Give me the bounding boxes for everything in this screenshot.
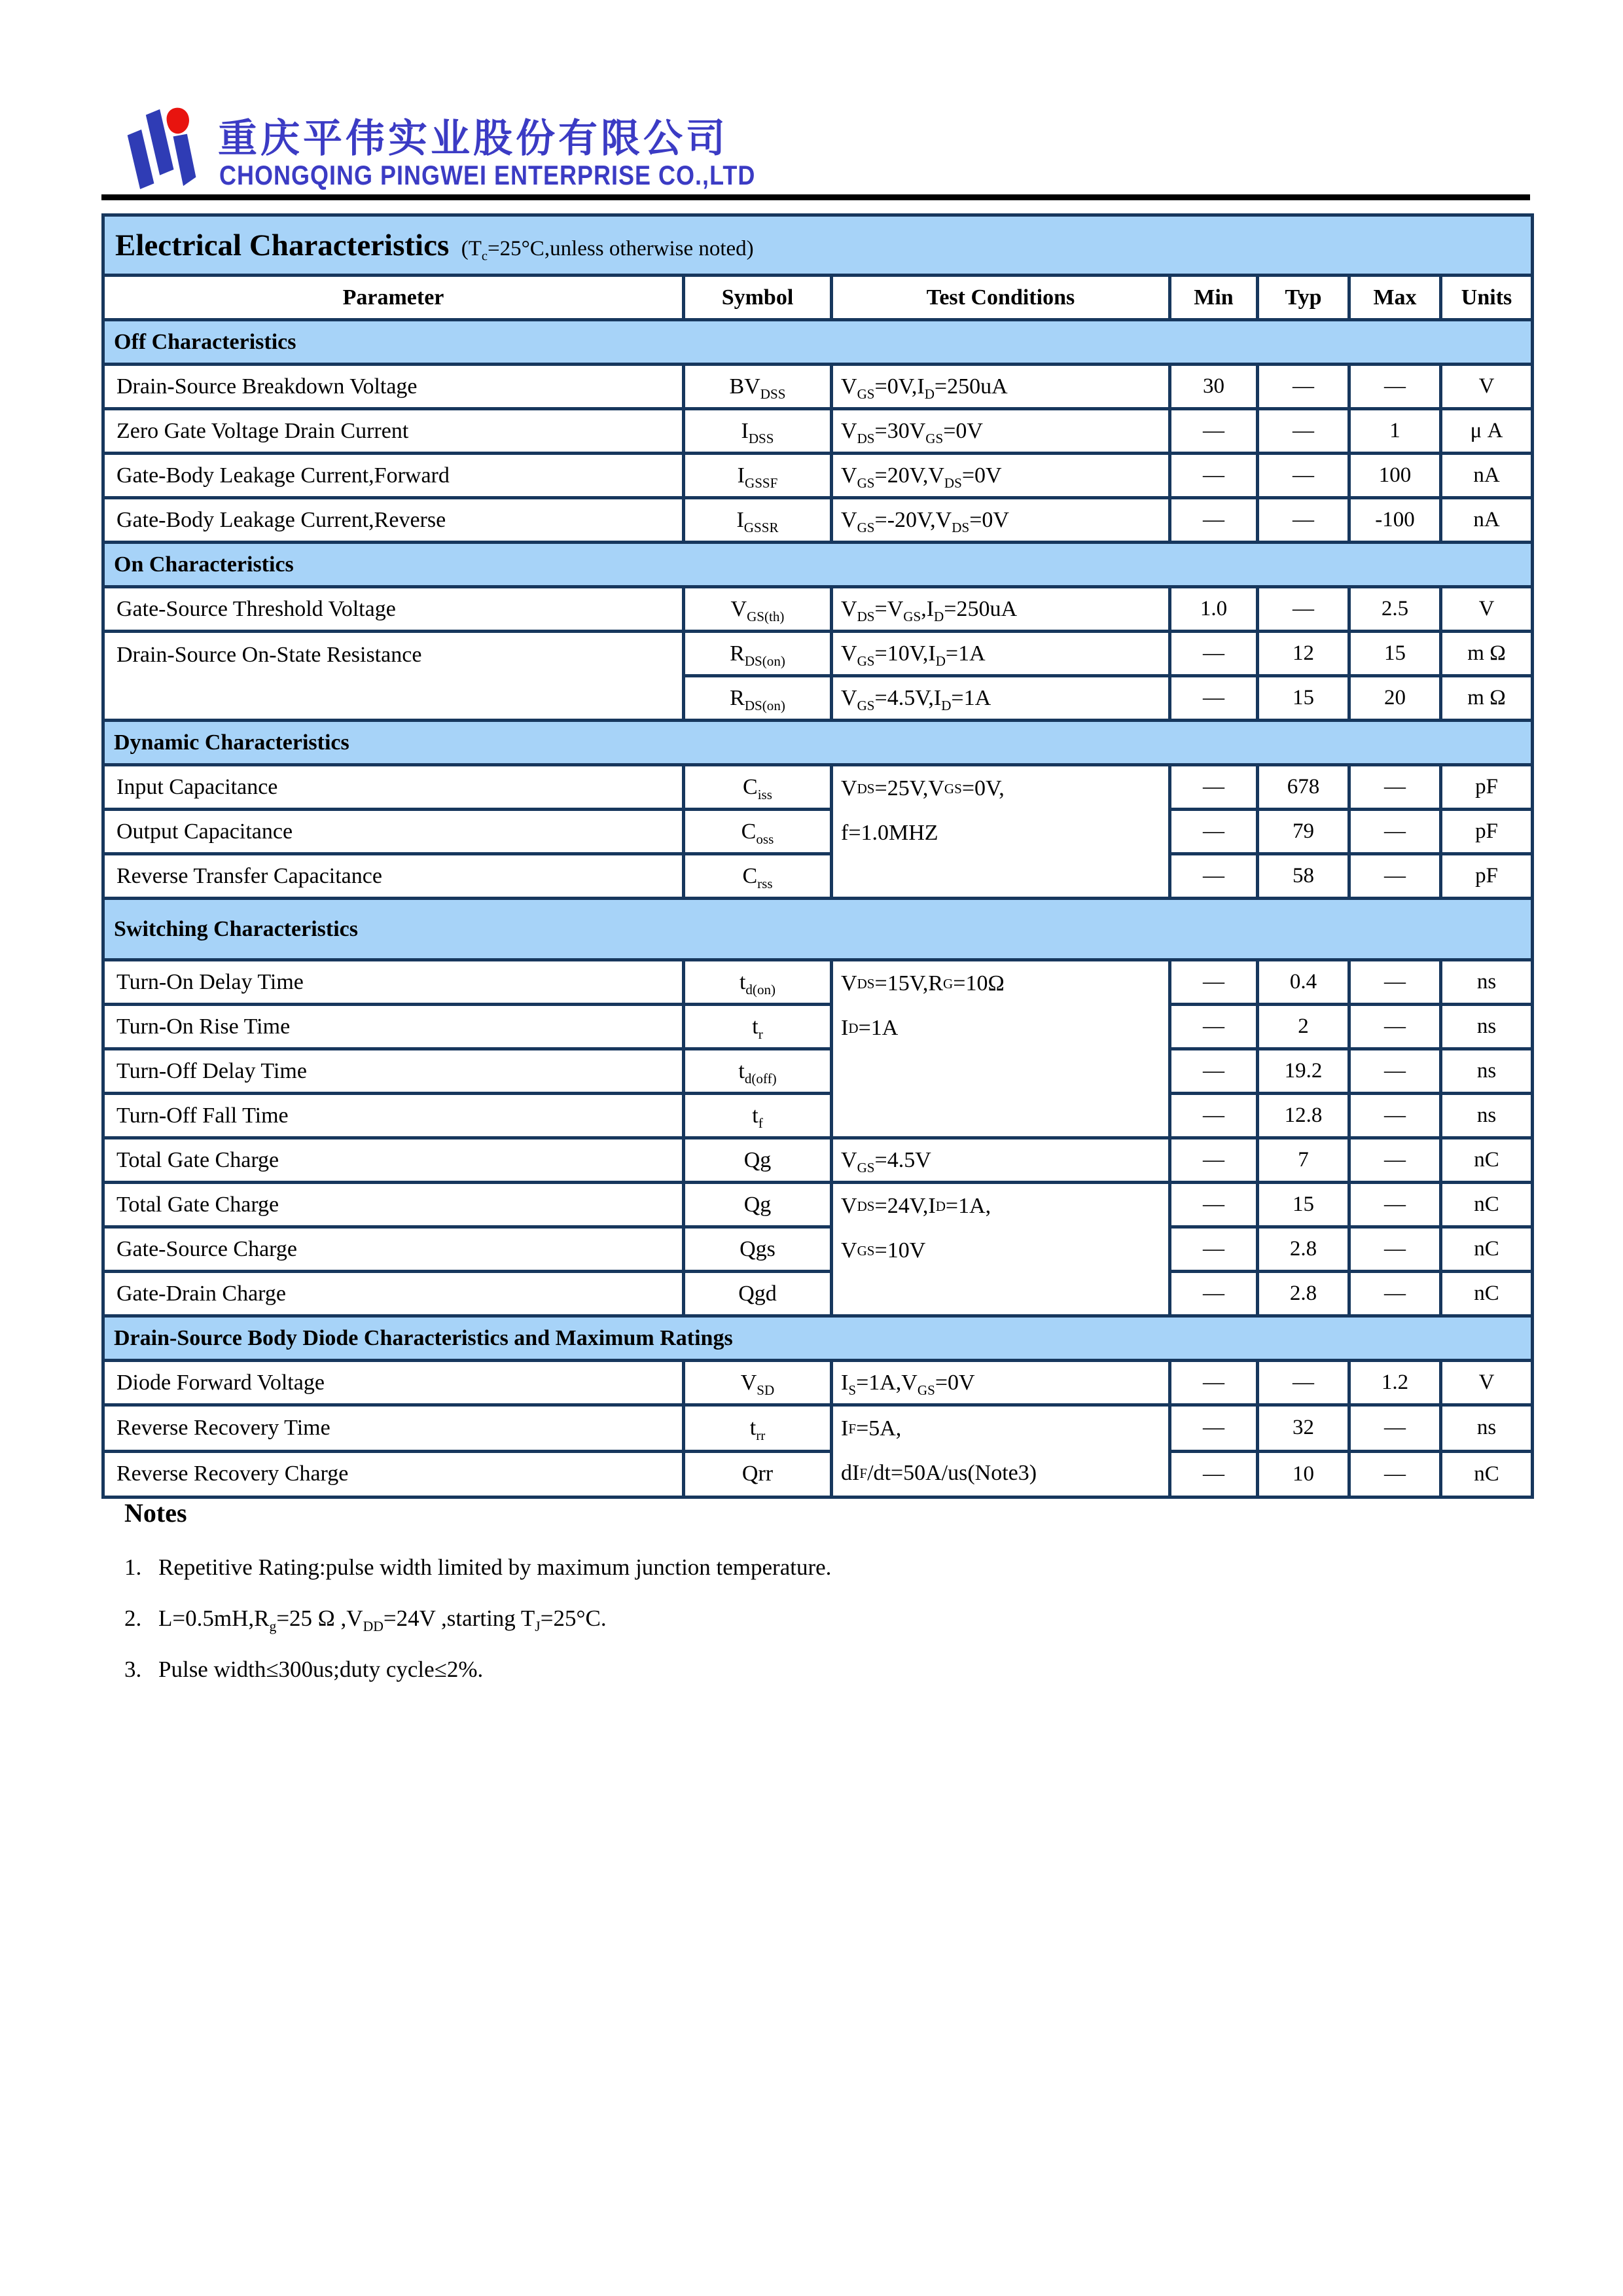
units-cell: nA	[1441, 454, 1533, 498]
testcond-line: V DS =15V,R G =10Ω	[841, 971, 1005, 996]
min-cell: —	[1170, 1094, 1258, 1138]
table-title: Electrical Characteristics	[115, 228, 450, 262]
col-test-conditions: Test Conditions	[832, 276, 1170, 320]
units-cell: pF	[1441, 765, 1533, 810]
symbol-cell: $BV_{DSS}$	[684, 365, 832, 409]
min-cell: —	[1170, 1005, 1258, 1049]
table-row	[103, 1138, 1533, 1183]
symbol-cell: $V_{SD}$	[684, 1361, 832, 1405]
max-cell: 100	[1349, 454, 1441, 498]
col-typ: Typ	[1258, 276, 1349, 320]
units-cell: nA	[1441, 498, 1533, 543]
typ-cell: 7	[1258, 1138, 1349, 1183]
symbol-cell: $t_{d(off)}$	[684, 1049, 832, 1094]
typ-cell: 58	[1258, 854, 1349, 899]
company-header	[121, 105, 1528, 193]
logo-bar-right	[173, 134, 196, 187]
testcond-line: f=1.0MHZ	[841, 821, 938, 845]
testcond-line: dI F /dt=50A/us(Note3)	[841, 1461, 1037, 1485]
symbol-cell: $I_{DSS}$	[684, 409, 832, 454]
max-cell: 1	[1349, 409, 1441, 454]
min-cell: —	[1170, 498, 1258, 543]
col-max: Max	[1349, 276, 1441, 320]
col-units: Units	[1441, 276, 1533, 320]
symbol-cell: $C_{iss}$	[684, 765, 832, 810]
testcond-line: V GS =10V	[841, 1238, 926, 1263]
section-row	[103, 721, 1533, 765]
typ-cell: 32	[1258, 1405, 1349, 1452]
table-row	[103, 1451, 1533, 1498]
max-cell: 1.2	[1349, 1361, 1441, 1405]
max-cell: —	[1349, 365, 1441, 409]
note-text: $L=0.5mH,R_g=25$ Ω $,V_{DD}=24V$ ,starting $T_J=25^\circ C$.	[158, 1605, 607, 1634]
units-cell: μ A	[1441, 409, 1533, 454]
units-cell: V	[1441, 1361, 1533, 1405]
testcond-cell: $V_{GS}=20V,V_{DS}=0V$	[832, 454, 1170, 498]
max-cell: —	[1349, 1005, 1441, 1049]
symbol-cell: $t_r$	[684, 1005, 832, 1049]
symbol-cell: Qrr	[684, 1451, 832, 1498]
table-row	[103, 810, 1533, 854]
parameter-cell: Turn-On Rise Time	[103, 1005, 684, 1049]
company-logo	[121, 106, 205, 190]
table-row	[103, 1361, 1533, 1405]
column-header-row	[103, 276, 1533, 320]
typ-cell: —	[1258, 498, 1349, 543]
typ-cell: 0.4	[1258, 960, 1349, 1005]
parameter-cell: Reverse Recovery Time	[103, 1405, 684, 1452]
section-label: Drain-Source Body Diode Characteristics and Maximum Ratings	[103, 1316, 1533, 1361]
section-row	[103, 320, 1533, 365]
min-cell: —	[1170, 632, 1258, 676]
section-label: Switching Characteristics	[103, 899, 1533, 960]
parameter-cell: Total Gate Charge	[103, 1138, 684, 1183]
parameter-cell: Gate-Source Charge	[103, 1227, 684, 1272]
typ-cell: —	[1258, 1361, 1349, 1405]
testcond-cell: $V_{DS}=30V_{GS}=0V$	[832, 409, 1170, 454]
testcond-line: V DS =24V,I D =1A,	[841, 1194, 991, 1218]
header-divider	[101, 194, 1530, 200]
units-cell: nC	[1441, 1451, 1533, 1498]
typ-cell: 2	[1258, 1005, 1349, 1049]
units-cell: nC	[1441, 1138, 1533, 1183]
max-cell: —	[1349, 1272, 1441, 1316]
table-row	[103, 587, 1533, 632]
note-text: Pulse width≤300us;duty cycle≤2%.	[158, 1657, 484, 1682]
min-cell: —	[1170, 1049, 1258, 1094]
min-cell: —	[1170, 854, 1258, 899]
parameter-cell: Gate-Body Leakage Current,Reverse	[103, 498, 684, 543]
table-row	[103, 1227, 1533, 1272]
max-cell: -100	[1349, 498, 1441, 543]
min-cell: —	[1170, 1361, 1258, 1405]
symbol-cell: $t_{rr}$	[684, 1405, 832, 1452]
max-cell: —	[1349, 1227, 1441, 1272]
table-row	[103, 854, 1533, 899]
typ-cell: 19.2	[1258, 1049, 1349, 1094]
symbol-cell: $t_f$	[684, 1094, 832, 1138]
typ-cell: 10	[1258, 1451, 1349, 1498]
min-cell: —	[1170, 454, 1258, 498]
testcond-cell: $V_{GS}=10V,I_D=1A$	[832, 632, 1170, 676]
typ-cell: —	[1258, 409, 1349, 454]
parameter-cell: Drain-Source Breakdown Voltage	[103, 365, 684, 409]
min-cell: —	[1170, 765, 1258, 810]
company-name-en: CHONGQING PINGWEI ENTERPRISE CO.,LTD	[219, 160, 756, 191]
testcond-cell: $V_{GS}=0V,I_D=250uA$	[832, 365, 1170, 409]
parameter-cell: Gate-Drain Charge	[103, 1272, 684, 1316]
symbol-cell: Qg	[684, 1138, 832, 1183]
units-cell: nC	[1441, 1272, 1533, 1316]
typ-cell: 15	[1258, 676, 1349, 721]
max-cell: —	[1349, 1451, 1441, 1498]
table-row	[103, 1183, 1533, 1227]
units-cell: nC	[1441, 1227, 1533, 1272]
testcond-cell: $I_S=1A,V_{GS}=0V$	[832, 1361, 1170, 1405]
section-row	[103, 1316, 1533, 1361]
testcond-line: I D =1A	[841, 1016, 899, 1040]
col-min: Min	[1170, 276, 1258, 320]
min-cell: 30	[1170, 365, 1258, 409]
table-title-cell	[103, 215, 1533, 276]
note-item	[124, 1657, 1368, 1683]
max-cell: 20	[1349, 676, 1441, 721]
min-cell: —	[1170, 960, 1258, 1005]
typ-cell: 79	[1258, 810, 1349, 854]
typ-cell: 2.8	[1258, 1227, 1349, 1272]
typ-cell: 678	[1258, 765, 1349, 810]
min-cell: —	[1170, 1183, 1258, 1227]
table-row	[103, 1094, 1533, 1138]
typ-cell: 15	[1258, 1183, 1349, 1227]
parameter-text: Drain-Source On-State Resistance	[116, 643, 422, 667]
typ-cell: 2.8	[1258, 1272, 1349, 1316]
parameter-cell: Input Capacitance	[103, 765, 684, 810]
parameter-cell: Reverse Recovery Charge	[103, 1451, 684, 1498]
max-cell: —	[1349, 810, 1441, 854]
testcond-line: V DS =25V,V GS =0V,	[841, 776, 1005, 800]
max-cell: —	[1349, 1094, 1441, 1138]
min-cell: —	[1170, 1405, 1258, 1452]
parameter-cell: Turn-On Delay Time	[103, 960, 684, 1005]
table-row	[103, 1272, 1533, 1316]
min-cell: —	[1170, 1138, 1258, 1183]
units-cell: pF	[1441, 854, 1533, 899]
testcond-cell: $V_{GS}=4.5V$	[832, 1138, 1170, 1183]
max-cell: 15	[1349, 632, 1441, 676]
section-row	[103, 899, 1533, 960]
units-cell: m Ω	[1441, 632, 1533, 676]
table-row	[103, 1405, 1533, 1452]
col-parameter: Parameter	[103, 276, 684, 320]
min-cell: —	[1170, 409, 1258, 454]
note-number: 1.	[124, 1554, 142, 1580]
parameter-cell: Gate-Body Leakage Current,Forward	[103, 454, 684, 498]
note-number: 2.	[124, 1605, 142, 1631]
typ-cell: 12.8	[1258, 1094, 1349, 1138]
table-row	[103, 632, 1533, 676]
units-cell: nC	[1441, 1183, 1533, 1227]
symbol-cell: $V_{GS(th)}$	[684, 587, 832, 632]
table-row	[103, 409, 1533, 454]
max-cell: —	[1349, 854, 1441, 899]
col-symbol: Symbol	[684, 276, 832, 320]
notes-section	[124, 1498, 1368, 1708]
testcond-line: I F =5A,	[841, 1416, 902, 1441]
units-cell: ns	[1441, 1005, 1533, 1049]
symbol-cell: $C_{oss}$	[684, 810, 832, 854]
electrical-characteristics-table	[101, 213, 1534, 1499]
table-title-note: ($T_c=25^\circ C,unless$ otherwise noted)	[461, 236, 754, 264]
testcond-cell: $V_{GS}=-20V,V_{DS}=0V$	[832, 498, 1170, 543]
typ-cell: —	[1258, 365, 1349, 409]
max-cell: —	[1349, 1405, 1441, 1452]
logo-bar-left	[128, 130, 154, 189]
units-cell: ns	[1441, 1405, 1533, 1452]
parameter-cell: Output Capacitance	[103, 810, 684, 854]
logo-red-dot	[167, 108, 189, 134]
symbol-cell: $I_{GSSF}$	[684, 454, 832, 498]
company-name-cn: 重庆平伟实业股份有限公司	[218, 117, 728, 160]
table-row	[103, 1049, 1533, 1094]
units-cell: ns	[1441, 960, 1533, 1005]
testcond-cell	[832, 1183, 1170, 1316]
typ-cell: —	[1258, 587, 1349, 632]
note-number: 3.	[124, 1657, 142, 1682]
units-cell: V	[1441, 365, 1533, 409]
note-item	[124, 1554, 1368, 1581]
table-row	[103, 498, 1533, 543]
parameter-cell	[103, 632, 684, 721]
typ-cell: 12	[1258, 632, 1349, 676]
max-cell: —	[1349, 1183, 1441, 1227]
min-cell: —	[1170, 810, 1258, 854]
symbol-cell: $R_{DS(on)}$	[684, 632, 832, 676]
parameter-cell: Turn-Off Fall Time	[103, 1094, 684, 1138]
note-item	[124, 1605, 1368, 1632]
symbol-cell: Qgd	[684, 1272, 832, 1316]
note-text: Repetitive Rating:pulse width limited by maximum junction temperature.	[158, 1554, 832, 1580]
parameter-cell: Zero Gate Voltage Drain Current	[103, 409, 684, 454]
typ-cell: —	[1258, 454, 1349, 498]
max-cell: 2.5	[1349, 587, 1441, 632]
units-cell: V	[1441, 587, 1533, 632]
testcond-cell: $V_{GS}=4.5V,I_D=1A$	[832, 676, 1170, 721]
parameter-cell: Turn-Off Delay Time	[103, 1049, 684, 1094]
units-cell: ns	[1441, 1094, 1533, 1138]
max-cell: —	[1349, 765, 1441, 810]
units-cell: ns	[1441, 1049, 1533, 1094]
section-label: Off Characteristics	[103, 320, 1533, 365]
parameter-cell: Reverse Transfer Capacitance	[103, 854, 684, 899]
table-row	[103, 365, 1533, 409]
symbol-cell: $t_{d(on)}$	[684, 960, 832, 1005]
symbol-cell: Qgs	[684, 1227, 832, 1272]
testcond-cell	[832, 1405, 1170, 1498]
table-row	[103, 960, 1533, 1005]
max-cell: —	[1349, 1138, 1441, 1183]
min-cell: —	[1170, 1272, 1258, 1316]
units-cell: pF	[1441, 810, 1533, 854]
table-row	[103, 1005, 1533, 1049]
section-row	[103, 543, 1533, 587]
section-label: On Characteristics	[103, 543, 1533, 587]
units-cell: m Ω	[1441, 676, 1533, 721]
table-row	[103, 765, 1533, 810]
min-cell: —	[1170, 1451, 1258, 1498]
section-label: Dynamic Characteristics	[103, 721, 1533, 765]
testcond-cell: $V_{DS}=V_{GS},I_D=250uA$	[832, 587, 1170, 632]
testcond-cell	[832, 765, 1170, 899]
max-cell: —	[1349, 960, 1441, 1005]
testcond-cell	[832, 960, 1170, 1138]
parameter-cell: Diode Forward Voltage	[103, 1361, 684, 1405]
table-row	[103, 454, 1533, 498]
min-cell: —	[1170, 676, 1258, 721]
table-title-row	[103, 215, 1533, 276]
symbol-cell: $C_{rss}$	[684, 854, 832, 899]
min-cell: —	[1170, 1227, 1258, 1272]
max-cell: —	[1349, 1049, 1441, 1094]
parameter-cell: Total Gate Charge	[103, 1183, 684, 1227]
parameter-cell: Gate-Source Threshold Voltage	[103, 587, 684, 632]
symbol-cell: $I_{GSSR}$	[684, 498, 832, 543]
min-cell: 1.0	[1170, 587, 1258, 632]
symbol-cell: $R_{DS(on)}$	[684, 676, 832, 721]
symbol-cell: Qg	[684, 1183, 832, 1227]
notes-heading: Notes	[124, 1498, 187, 1528]
